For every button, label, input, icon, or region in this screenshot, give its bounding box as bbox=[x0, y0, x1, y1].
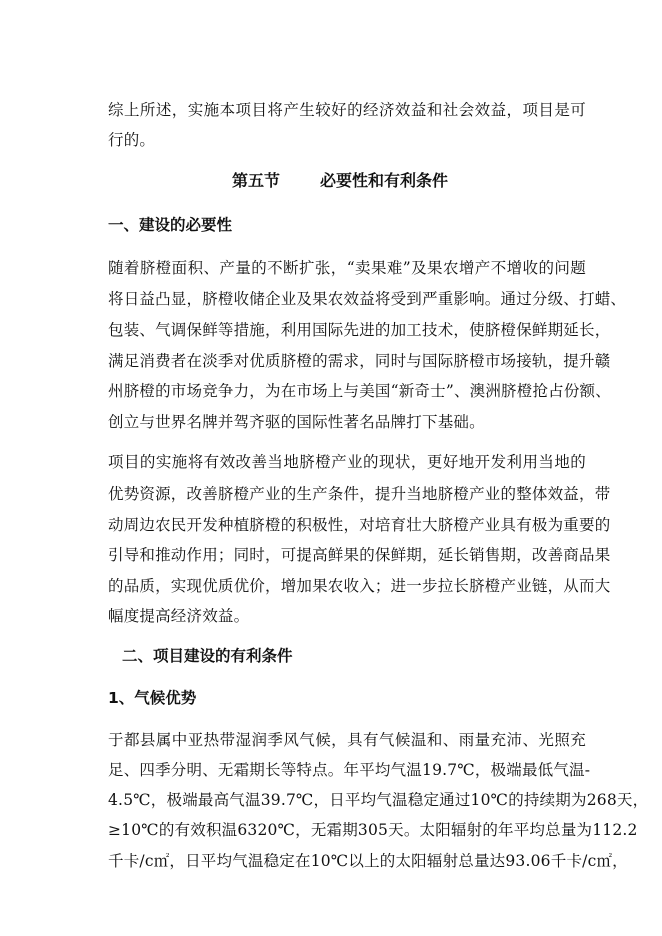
para2-line-6: 幅度提高经济效益。 bbox=[108, 607, 250, 625]
para1-line-2: 将日益凸显，脐橙收储企业及果农效益将受到严重影响。通过分级、打蜡、 bbox=[108, 290, 627, 308]
subsection-1-heading: 一、建设的必要性 bbox=[108, 216, 233, 234]
item-1-heading: 1、气候优势 bbox=[108, 689, 197, 707]
para2-line-1: 项目的实施将有效改善当地脐橙产业的现状，更好地开发利用当地的 bbox=[108, 453, 586, 471]
item1-line-3: 4.5℃，极端最高气温39.7℃，日平均气温稳定通过10℃的持续期为268天， bbox=[108, 791, 649, 809]
item1-line-4: ≥10℃的有效积温6320℃，无霜期305天。太阳辐射的年平均总量为112.2 bbox=[108, 821, 638, 839]
para2-line-5: 的品质，实现优质优价，增加果农收入；进一步拉长脐橙产业链，从而大 bbox=[108, 577, 611, 595]
para1-line-4: 满足消费者在淡季对优质脐橙的需求，同时与国际脐橙市场接轨，提升赣 bbox=[108, 352, 611, 370]
intro-line-2: 行的。 bbox=[108, 131, 156, 149]
intro-line-1: 综上所述，实施本项目将产生较好的经济效益和社会效益，项目是可 bbox=[108, 101, 586, 119]
item1-line-2: 足、四季分明、无霜期长等特点。年平均气温19.7℃，极端最低气温- bbox=[108, 761, 591, 779]
section-title bbox=[232, 171, 448, 191]
para2-line-2: 优势资源，改善脐橙产业的生产条件，提升当地脐橙产业的整体效益，带 bbox=[108, 485, 611, 503]
item1-line-1: 于都县属中亚热带湿润季风气候，具有气候温和、雨量充沛、光照充 bbox=[108, 731, 586, 749]
para1-line-1: 随着脐橙面积、产量的不断扩张，“卖果难”及果农增产不增收的问题 bbox=[108, 259, 586, 277]
subsection-2-heading: 二、项目建设的有利条件 bbox=[122, 647, 293, 665]
section-number: 第五节 bbox=[232, 171, 281, 190]
section-title-text: 必要性和有利条件 bbox=[320, 171, 449, 190]
item1-line-5: 千卡/c㎡，日平均气温稳定在10℃以上的太阳辐射总量达93.06千卡/c㎡， bbox=[108, 852, 628, 870]
para1-line-3: 包装、气调保鲜等措施，利用国际先进的加工技术，使脐橙保鲜期延长， bbox=[108, 321, 611, 339]
para2-line-4: 引导和推动作用；同时，可提高鲜果的保鲜期，延长销售期，改善商品果 bbox=[108, 546, 611, 564]
para1-line-5: 州脐橙的市场竞争力，为在市场上与美国“新奇士”、澳洲脐橙抢占份额、 bbox=[108, 382, 611, 400]
para2-line-3: 动周边农民开发种植脐橙的积极性，对培育壮大脐橙产业具有极为重要的 bbox=[108, 516, 611, 534]
para1-line-6: 创立与世界名牌并驾齐驱的国际性著名品牌打下基础。 bbox=[108, 413, 485, 431]
